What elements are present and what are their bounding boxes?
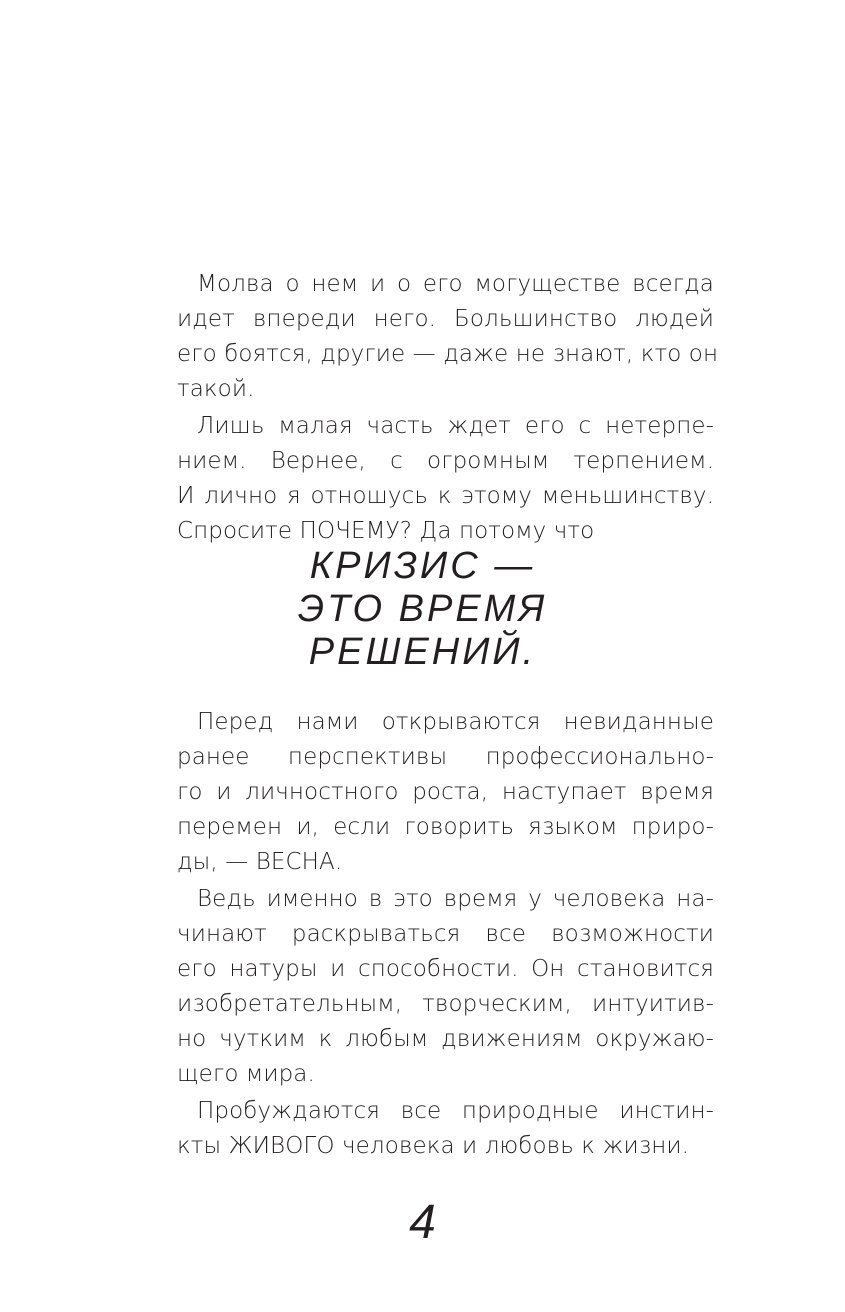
text-line: нием. Вернее, с огромным терпением. bbox=[177, 448, 714, 474]
text-line: кты ЖИВОГО человека и любовь к жизни. bbox=[177, 1133, 690, 1159]
text-line: но чутким к любым движениям окружаю- bbox=[177, 1026, 714, 1052]
paragraph bbox=[177, 882, 714, 1092]
text-line: И лично я отношусь к этому меньшинству. bbox=[177, 483, 714, 509]
text-line: перемен и, если говорить языком приро- bbox=[177, 814, 714, 840]
pull-quote bbox=[0, 545, 845, 674]
paragraph bbox=[177, 705, 714, 880]
text-line: ды, — ВЕСНА. bbox=[177, 849, 343, 875]
text-line: изобретательным, творческим, интуитив- bbox=[177, 991, 714, 1017]
text-line: Молва о нем и о его могуществе всегда bbox=[197, 271, 714, 297]
text-line: Ведь именно в это время у человека на- bbox=[197, 886, 714, 912]
page-number: 4 bbox=[409, 1196, 436, 1249]
text-block-top bbox=[177, 267, 719, 551]
text-block-bottom bbox=[177, 705, 714, 1166]
text-line: го и личностного роста, наступает время bbox=[177, 779, 714, 805]
quote-line: РЕШЕНИЙ. bbox=[308, 631, 537, 673]
text-line: Пробуждаются все природные инстин- bbox=[197, 1098, 714, 1124]
text-line: его натуры и способности. Он становится bbox=[177, 956, 714, 982]
paragraph bbox=[177, 409, 714, 549]
text-line: Перед нами открываются невиданные bbox=[197, 709, 714, 735]
paragraph bbox=[177, 267, 719, 407]
text-line: идет впереди него. Большинство людей bbox=[177, 306, 714, 332]
quote-line: КРИЗИС — bbox=[309, 545, 536, 587]
text-line: чинают раскрываться все возможности bbox=[177, 921, 714, 947]
text-line: щего мира. bbox=[177, 1061, 315, 1087]
quote-line: ЭТО ВРЕМЯ bbox=[297, 588, 548, 630]
paragraph bbox=[177, 1094, 714, 1164]
text-line: его боятся, другие — даже не знают, кто он bbox=[177, 341, 719, 367]
text-line: ранее перспективы профессионально- bbox=[177, 744, 714, 770]
text-line: Спросите ПОЧЕМУ? Да потому что bbox=[177, 518, 595, 544]
text-line: Лишь малая часть ждет его с нетерпе- bbox=[197, 413, 714, 439]
text-line: такой. bbox=[177, 376, 255, 402]
